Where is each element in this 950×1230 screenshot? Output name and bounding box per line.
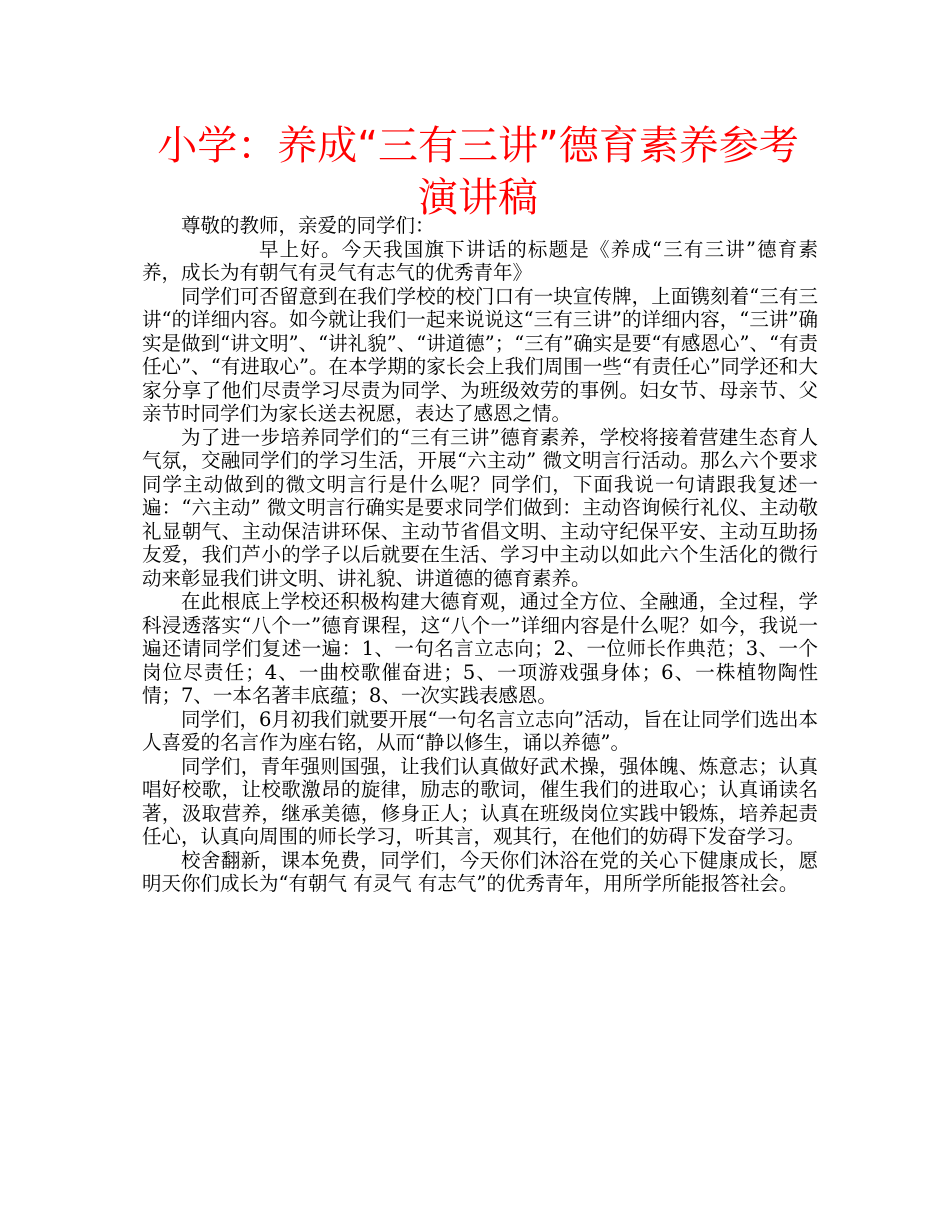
paragraph-eight-ones: 在此根底上学校还积极构建大德育观，通过全方位、全融通，全过程，学科浸透落实“八个一”德育课程，这“八个一”详细内容是什么呢？如今，我说一遍还请同学们复述一遍：1、一句名言立志向；2、一位师长作典范；3、一个岗位尽责任；4、一曲校歌催奋进；5、一项游戏强身体；6、一株植物陶性情；7、一本名著丰底蕴；8、一次实践表感恩。 <box>142 590 818 707</box>
paragraph-six-initiatives: 为了进一步培养同学们的“三有三讲”德育素养，学校将接着营建生态育人气氛，交融同学们的学习生活，开展“六主动” 微文明言行活动。那么六个要求同学主动做到的微文明言行是什么呢？同学们，下面我说一句请跟我复述一遍：“六主动” 微文明言行确实是要求同学们做到：主动咨询候行礼仪、主动敬礼显朝气、主动保洁讲环保、主动节省倡文明、主动守纪保平安、主动互助扬友爱，我们芦小的学子以后就要在生活、学习中主动以如此六个生活化的微行动来彰显我们讲文明、讲礼貌、讲道德的德育素养。 <box>142 425 818 590</box>
document-title: 小学：养成“三有三讲”德育素养参考演讲稿 <box>157 123 799 221</box>
paragraph-closing: 校舍翻新，课本免费，同学们，今天你们沐浴在党的关心下健康成长，愿明天你们成长为“有朝气 有灵气 有志气”的优秀青年，用所学所能报答社会。 <box>142 848 818 895</box>
speech-body <box>142 214 818 896</box>
greeting-paragraph: 早上好。今天我国旗下讲话的标题是《养成“三有三讲”德育素养，成长为有朝气有灵气有志气的优秀青年》 <box>142 237 818 284</box>
paragraph-youth-strong: 同学们，青年强则国强，让我们认真做好武术操，强体魄、炼意志；认真唱好校歌，让校歌激昂的旋律，励志的歌词，催生我们的进取心；认真诵读名著，汲取营养，继承美德，修身正人；认真在班级岗位实践中锻炼，培养起责任心，认真向周围的师长学习，听其言，观其行，在他们的妨碍下发奋学习。 <box>142 754 818 848</box>
paragraph-school-sign: 同学们可否留意到在我们学校的校门口有一块宣传牌，上面镌刻着“三有三讲“的详细内容。如今就让我们一起来说说这“三有三讲”的详细内容，“三讲”确实是做到“讲文明”、“讲礼貌”、“讲道德”；“三有”确实是要“有感恩心”、“有责任心”、“有进取心”。在本学期的家长会上我们周围一些“有责任心”同学还和大家分享了他们尽责学习尽责为同学、为班级效劳的事例。妇女节、母亲节、父亲节时同学们为家长送去祝愿，表达了感恩之情。 <box>142 284 818 425</box>
paragraph-motto-activity: 同学们，6月初我们就要开展“一句名言立志向”活动，旨在让同学们选出本人喜爱的名言作为座右铭，从而“静以修生，诵以养德”。 <box>142 707 818 754</box>
salutation: 尊敬的教师，亲爱的同学们： <box>181 214 435 237</box>
